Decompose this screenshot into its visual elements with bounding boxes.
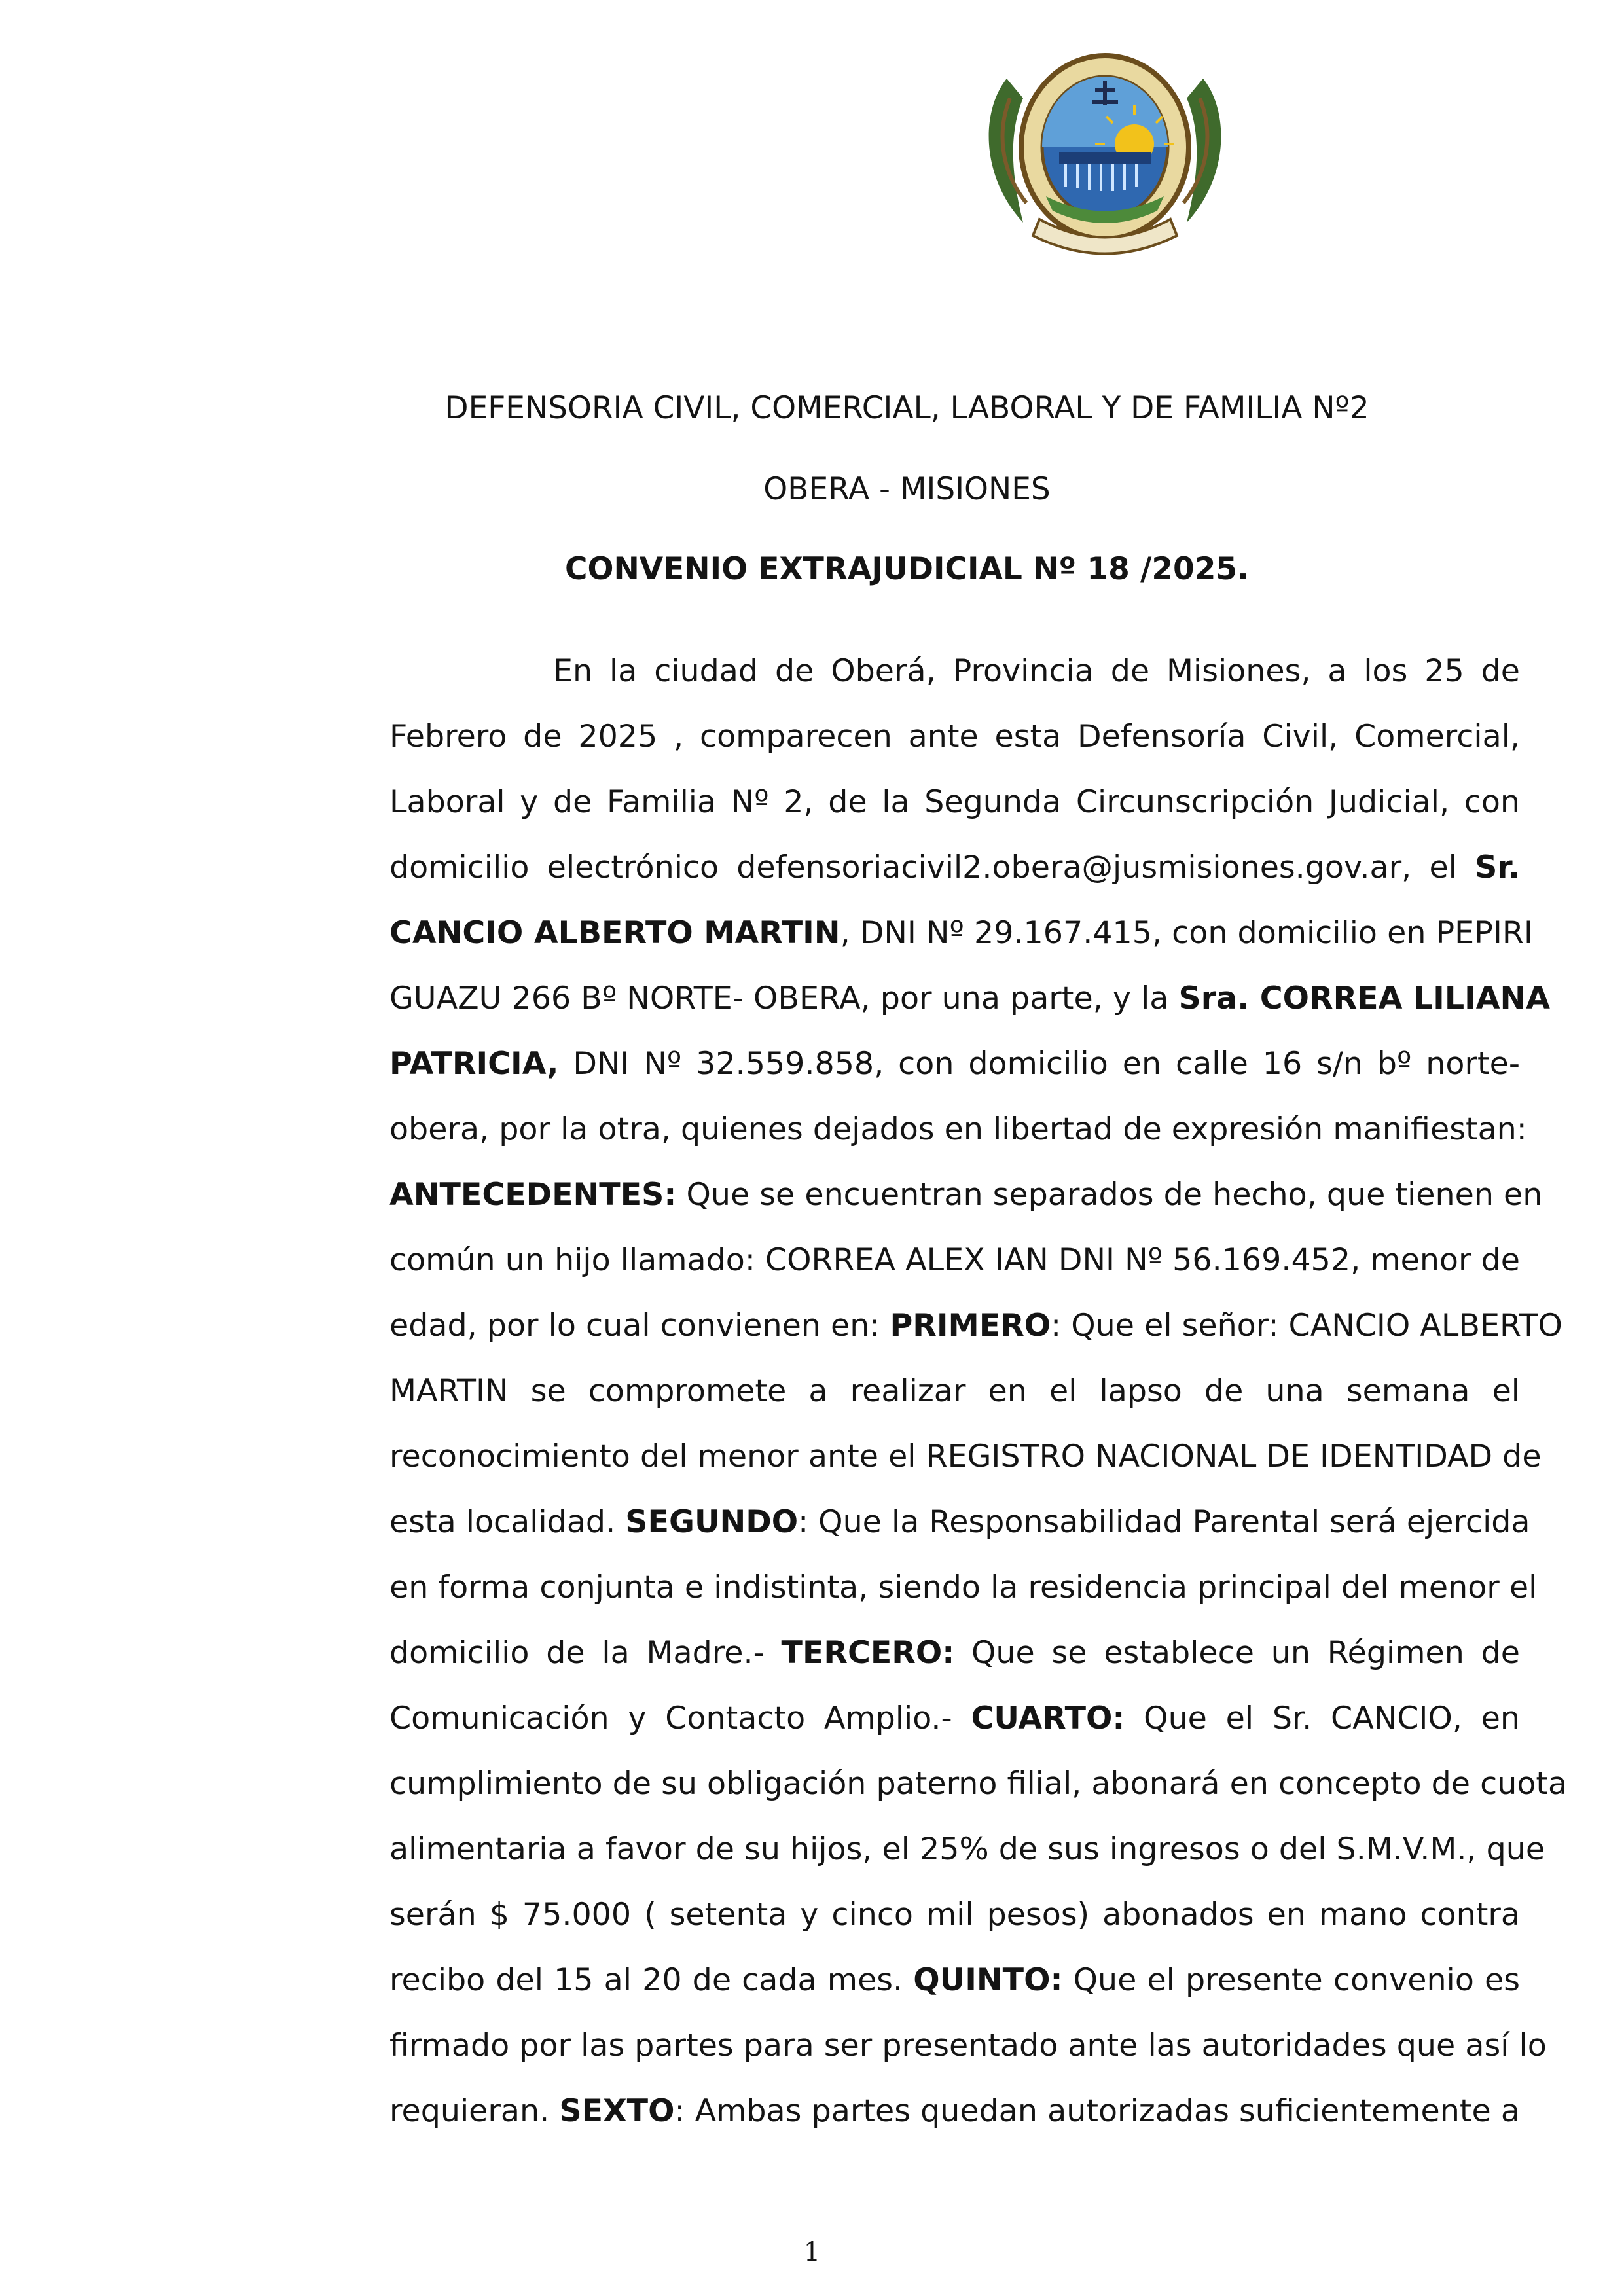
body-line: Febrero de 2025 , comparecen ante esta Defensoría Civil, Comercial, — [389, 719, 1520, 755]
body-line: común un hijo llamado: CORREA ALEX IAN DNI Nº 56.169.452, menor de — [389, 1242, 1520, 1278]
body-line: domicilio de la Madre.- TERCERO: Que se establece un Régimen de — [389, 1635, 1520, 1671]
province-seal-icon — [961, 39, 1249, 275]
body-line: edad, por lo cual convienen en: PRIMERO: Que el señor: CANCIO ALBERTO — [389, 1308, 1562, 1344]
body-line: serán $ 75.000 ( setenta y cinco mil pesos) abonados en mano contra — [389, 1897, 1520, 1933]
agreement-body — [389, 639, 1568, 2144]
body-line: reconocimiento del menor ante el REGISTRO NACIONAL DE IDENTIDAD de — [389, 1439, 1542, 1475]
body-line: CANCIO ALBERTO MARTIN, DNI Nº 29.167.415, con domicilio en PEPIRI — [389, 915, 1533, 951]
body-line: cumplimiento de su obligación paterno filial, abonará en concepto de cuota — [389, 1766, 1568, 1802]
body-line: PATRICIA, DNI Nº 32.559.858, con domicilio en calle 16 s/n bº norte- — [389, 1046, 1520, 1082]
location-heading: OBERA - MISIONES — [763, 471, 1051, 507]
body-line: alimentaria a favor de su hijos, el 25% de sus ingresos o del S.M.V.M., que — [389, 1831, 1545, 1867]
body-line: domicilio electrónico defensoriacivil2.obera@jusmisiones.gov.ar, el Sr. — [389, 850, 1520, 886]
body-line: requieran. SEXTO: Ambas partes quedan autorizadas suficientemente a — [389, 2093, 1520, 2129]
body-line: obera, por la otra, quienes dejados en libertad de expresión manifiestan: — [389, 1111, 1527, 1147]
body-line: firmado por las partes para ser presentado ante las autoridades que así lo — [389, 2028, 1547, 2064]
body-line: ANTECEDENTES: Que se encuentran separados de hecho, que tienen en — [389, 1177, 1543, 1213]
document-title: CONVENIO EXTRAJUDICIAL Nº 18 /2025. — [565, 551, 1249, 587]
body-line: Comunicación y Contacto Amplio.- CUARTO: Que el Sr. CANCIO, en — [389, 1700, 1520, 1736]
poder-judicial-seal — [961, 39, 1249, 275]
body-line: en forma conjunta e indistinta, siendo la residencia principal del menor el — [389, 1570, 1538, 1605]
body-line: MARTIN se compromete a realizar en el lapso de una semana el — [389, 1373, 1520, 1409]
body-line: Laboral y de Familia Nº 2, de la Segunda Circunscripción Judicial, con — [389, 784, 1520, 820]
body-line: recibo del 15 al 20 de cada mes. QUINTO: Que el presente convenio es — [389, 1962, 1521, 1998]
page-number: 1 — [803, 2237, 821, 2267]
body-line: esta localidad. SEGUNDO: Que la Responsabilidad Parental será ejercida — [389, 1504, 1530, 1540]
body-line: GUAZU 266 Bº NORTE- OBERA, por una parte, y la Sra. CORREA LILIANA — [389, 980, 1551, 1016]
body-line: En la ciudad de Oberá, Provincia de Misiones, a los 25 de — [553, 653, 1520, 689]
office-heading: DEFENSORIA CIVIL, COMERCIAL, LABORAL Y DE FAMILIA Nº2 — [444, 390, 1369, 426]
